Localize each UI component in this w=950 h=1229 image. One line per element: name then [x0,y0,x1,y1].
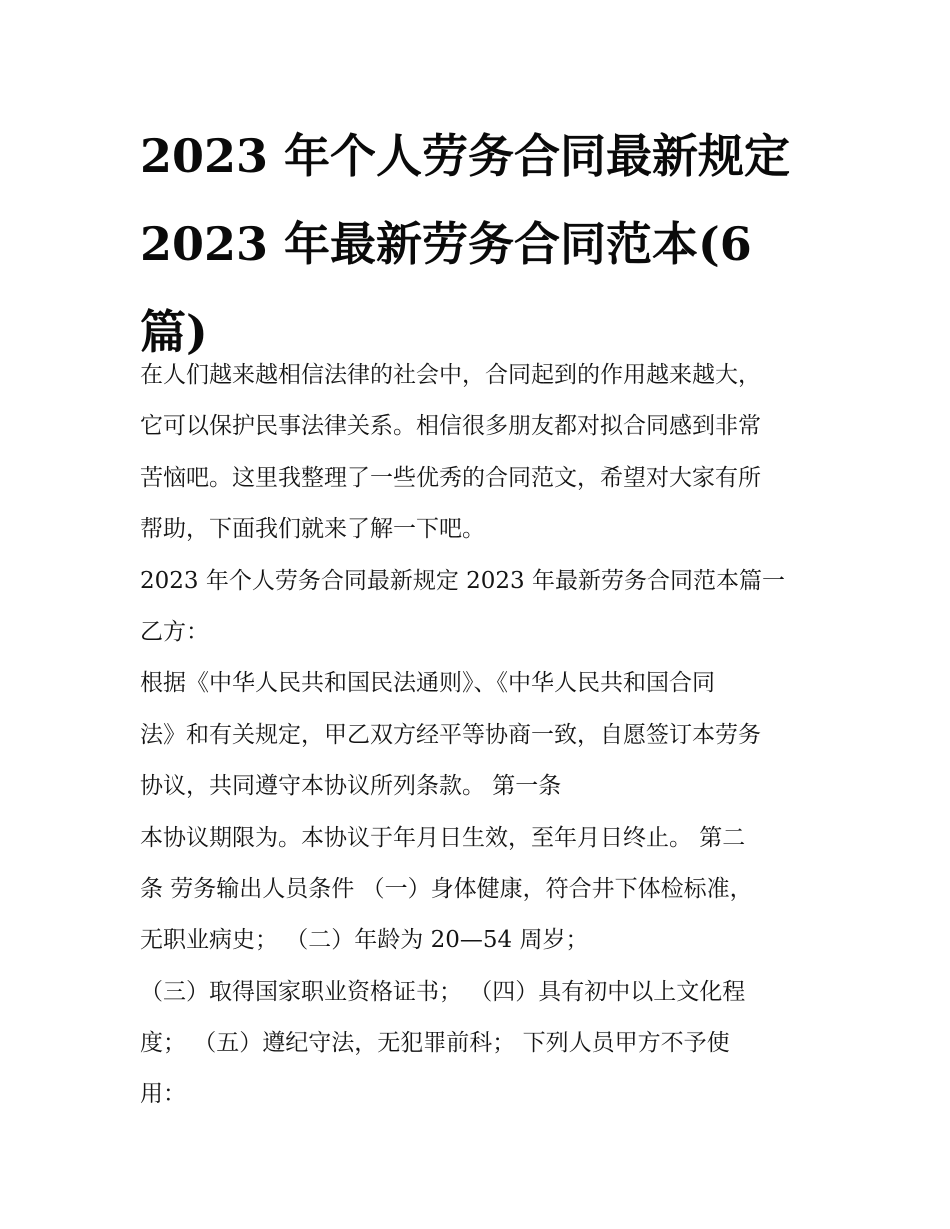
document-title [140,112,820,376]
body-line: 帮助，下面我们就来了解一下吧。 [140,516,485,543]
body-line: 度； （五）遵纪守法，无犯罪前科； 下列人员甲方不予使 [140,1030,730,1057]
body-line: 用： [140,1081,186,1108]
body-line: 它可以保护民事法律关系。相信很多朋友都对拟合同感到非常 [140,413,761,440]
body-line: 无职业病史； （二）年龄为 20—54 周岁； [140,927,589,954]
section-heading: 2023 年个人劳务合同最新规定 2023 年最新劳务合同范本篇一 [140,567,785,594]
body-line: 乙方： [140,618,209,645]
title-line-3: 篇) [140,305,208,359]
title-line-2: 2023 年最新劳务合同范本(6 [140,217,752,271]
body-line: 法》和有关规定，甲乙双方经平等协商一致，自愿签订本劳务 [140,721,761,748]
body-line: （三）取得国家职业资格证书； （四）具有初中以上文化程 [140,978,746,1005]
body-line: 协议，共同遵守本协议所列条款。 第一条 [140,773,562,800]
title-line-1: 2023 年个人劳务合同最新规定 [140,129,791,183]
document-body [140,350,820,1121]
body-line: 在人们越来越相信法律的社会中，合同起到的作用越来越大， [140,362,761,388]
body-line: 苦恼吧。这里我整理了一些优秀的合同范文，希望对大家有所 [140,464,761,491]
body-line: 本协议期限为。本协议于年月日生效，至年月日终止。 第二 [140,824,746,851]
body-line: 条 劳务输出人员条件 （一）身体健康，符合井下体检标准， [140,875,753,902]
body-line: 根据《中华人民共和国民法通则》、《中华人民共和国合同 [140,670,715,697]
